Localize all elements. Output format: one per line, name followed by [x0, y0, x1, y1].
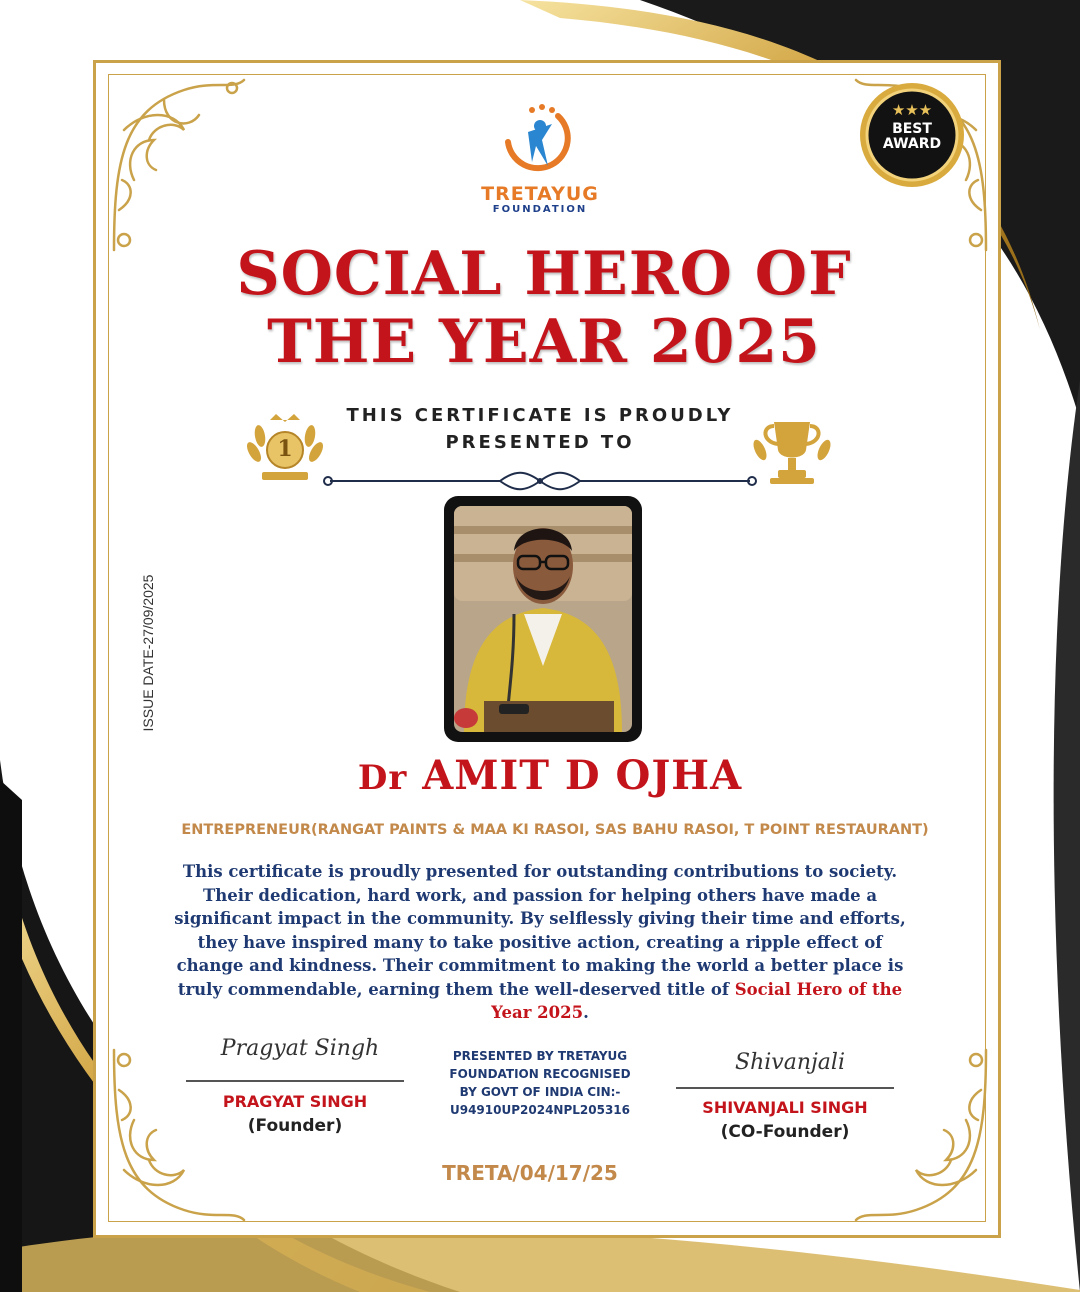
foundation-logo-icon — [496, 100, 580, 184]
cofounder-name: SHIVANJALI SINGH — [702, 1098, 868, 1117]
badge-line2: AWARD — [882, 136, 942, 152]
recipient-portrait-image — [444, 496, 642, 742]
founder-role: (Founder) — [247, 1116, 343, 1136]
recognition-line-4: U94910UP2024NPL205316 — [449, 1103, 630, 1117]
certificate-body — [170, 860, 910, 1025]
founder-signature-line — [186, 1080, 404, 1082]
recognition-note — [420, 1047, 660, 1119]
body-end: . — [583, 1003, 589, 1022]
presented-line-1: THIS CERTIFICATE IS PROUDLY — [346, 405, 734, 426]
recipient-name — [250, 752, 850, 799]
cofounder-signature-line — [676, 1087, 894, 1089]
cofounder-signature: Shivanjali — [735, 1050, 845, 1075]
right-dark-band — [1054, 380, 1080, 1292]
recipient-name-main: AMIT D OJHA — [422, 752, 743, 799]
left-black-strip — [0, 780, 22, 1292]
trophy-icon — [750, 412, 834, 490]
founder-name: PRAGYAT SINGH — [222, 1092, 368, 1111]
issue-date: ISSUE DATE-27/09/2025 — [140, 574, 156, 732]
best-award-badge — [853, 101, 971, 168]
founder-signature: Pragyat Singh — [220, 1036, 380, 1061]
recipient-photo — [444, 496, 642, 742]
recognition-line-3: BY GOVT OF INDIA CIN:- — [459, 1085, 621, 1099]
title-line-2: THE YEAR 2025 — [267, 307, 821, 377]
body-highlight: Social Hero of the Year 2025 — [491, 979, 903, 1022]
title-line-1: SOCIAL HERO OF — [236, 239, 852, 309]
foundation-name: TRETAYUG — [481, 183, 599, 205]
recipient-role: ENTREPRENEUR(RANGAT PAINTS & MAA KI RASOI, SAS BAHU RASOI, T POINT RESTAURANT) — [181, 822, 929, 838]
presented-to-text — [320, 402, 760, 456]
recognition-line-1: PRESENTED BY TRETAYUG — [452, 1049, 628, 1063]
certificate-title — [140, 240, 948, 376]
badge-stars: ★★★ — [891, 101, 933, 119]
cofounder-role: (CO-Founder) — [720, 1122, 850, 1142]
laurel-number: 1 — [277, 436, 293, 462]
presented-line-2: PRESENTED TO — [445, 432, 635, 453]
certificate-number: TRETA/04/17/25 — [442, 1161, 618, 1185]
corner-ornament-top-left — [104, 70, 254, 260]
ornamental-divider — [320, 470, 760, 492]
badge-line1: BEST — [892, 121, 932, 137]
body-text-main: This certificate is proudly presented for outstanding contributions to society. Their dedication, hard work, and passion for helping others have made a significant impact in the community. By selflessly giving their time and efforts, they have inspired many to take positive action, creating a ripple effect of change and kindness. Their commitment to making the world a better place is truly commendable, earning them the well-deserved title of — [174, 862, 906, 999]
recognition-line-2: FOUNDATION RECOGNISED — [449, 1067, 631, 1081]
foundation-subtitle: FOUNDATION — [492, 204, 588, 215]
recipient-name-prefix: Dr — [357, 758, 408, 798]
